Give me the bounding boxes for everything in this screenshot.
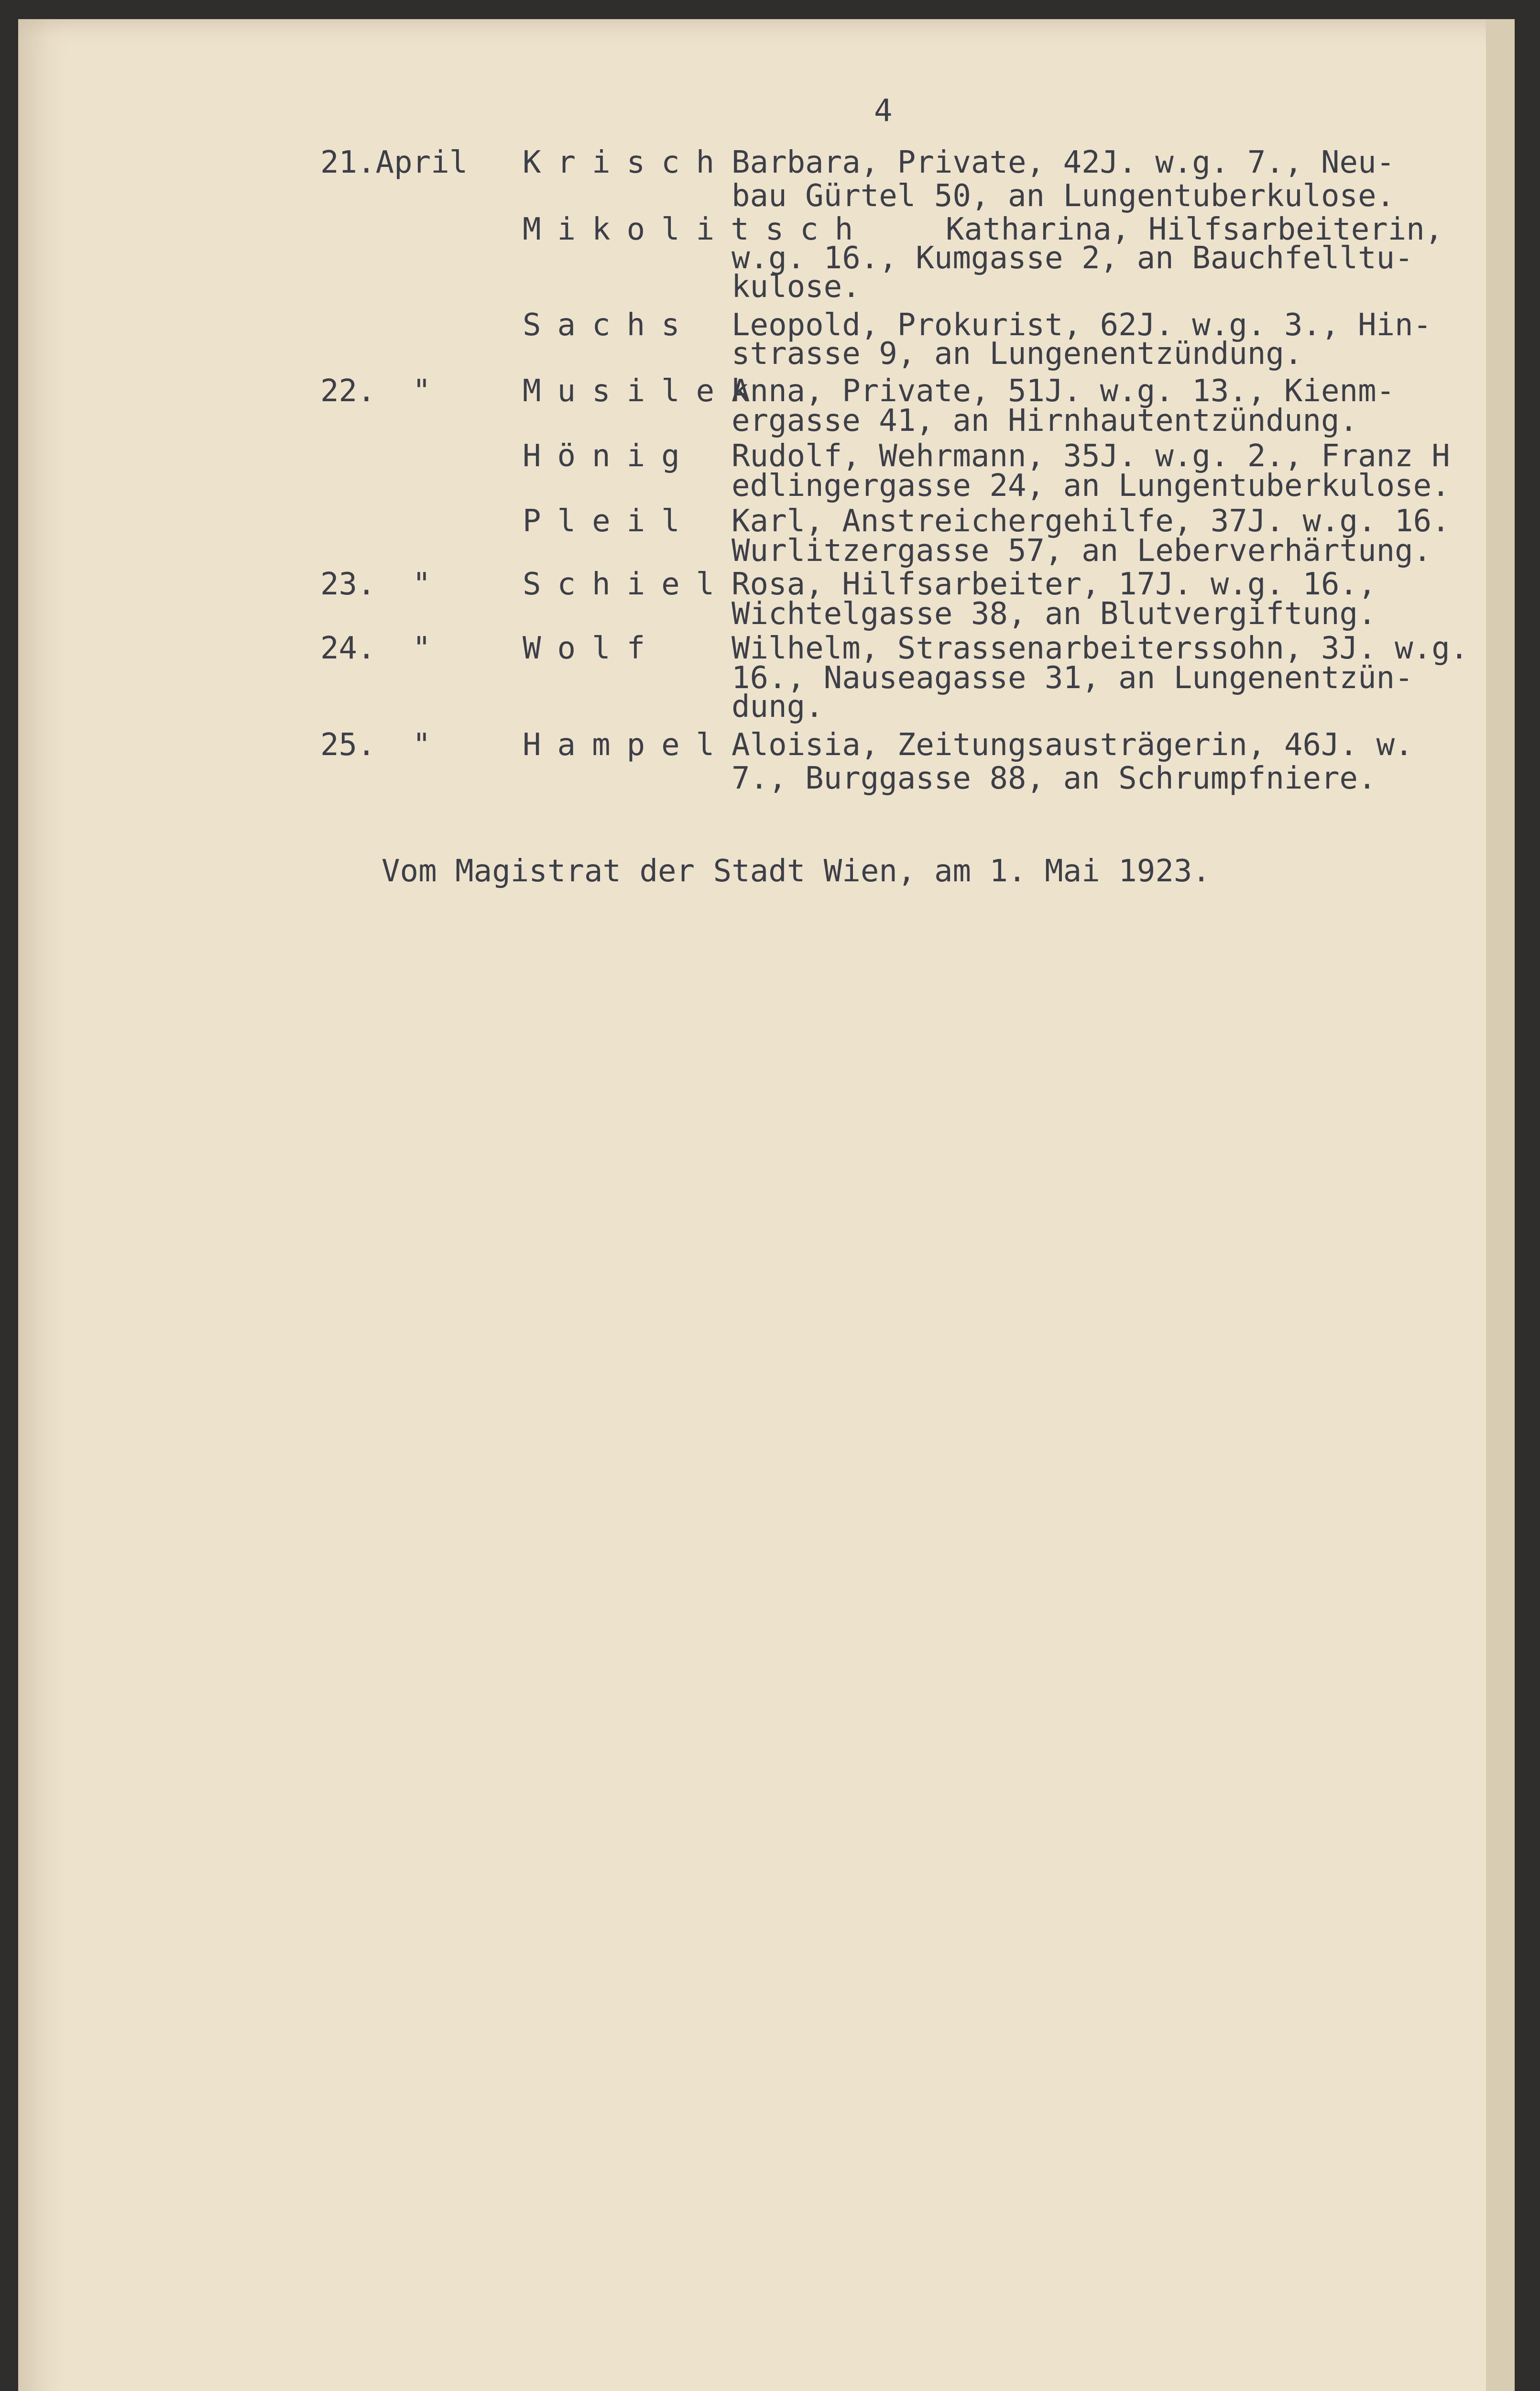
entry-date: 24. " <box>320 631 431 666</box>
entry-line: kulose. <box>732 269 861 305</box>
entry-surname: Pleil <box>523 504 696 539</box>
page-number: 4 <box>874 93 893 129</box>
entry-surname: Schiel <box>523 567 731 602</box>
entry-surname: Hampel <box>523 727 731 763</box>
entry-line: Leopold, Prokurist, 62J. w.g. 3., Hin- <box>732 307 1432 343</box>
entry-surname: Wolf <box>523 631 662 666</box>
entry-line: edlingergasse 24, an Lungentuberkulose. <box>732 468 1450 504</box>
signature-line: Vom Magistrat der Stadt Wien, am 1. Mai 1923. <box>382 854 1211 889</box>
entry-date: 22. " <box>320 373 431 409</box>
entry-surname: Mikolitsch <box>523 212 870 247</box>
entry-line: Aloisia, Zeitungsausträgerin, 46J. w. <box>732 727 1413 763</box>
entry-line: Wichtelgasse 38, an Blutvergiftung. <box>732 596 1376 632</box>
entry-line: ergasse 41, an Hirnhautentzündung. <box>732 403 1358 439</box>
entry-date: 21.April <box>320 145 468 180</box>
document-page <box>18 19 1515 2391</box>
entry-surname: Hönig <box>523 439 696 474</box>
entry-line: bau Gürtel 50, an Lungentuberkulose. <box>732 178 1395 214</box>
entry-surname: Krisch <box>523 145 731 180</box>
entry-line: dung. <box>732 689 824 724</box>
entry-line: 16., Nauseagasse 31, an Lungenentzün- <box>732 660 1413 696</box>
page-edge <box>1486 19 1515 2391</box>
entry-surname: Sachs <box>523 307 696 343</box>
entry-line: Wurlitzergasse 57, an Leberverhärtung. <box>732 533 1432 569</box>
entry-line: Barbara, Private, 42J. w.g. 7., Neu- <box>732 145 1395 180</box>
entry-line: strasse 9, an Lungenentzündung. <box>732 336 1303 372</box>
entry-date: 23. " <box>320 567 431 602</box>
entry-line: Rosa, Hilfsarbeiter, 17J. w.g. 16., <box>732 567 1376 602</box>
entry-line: Anna, Private, 51J. w.g. 13., Kienm- <box>732 373 1395 409</box>
entry-surname: Musilek <box>523 373 765 409</box>
entry-line: 7., Burggasse 88, an Schrumpfniere. <box>732 761 1376 796</box>
entry-line: Karl, Anstreichergehilfe, 37J. w.g. 16. <box>732 504 1450 539</box>
entry-line: Katharina, Hilfsarbeiterin, <box>946 212 1443 247</box>
entry-date: 25. " <box>320 727 431 763</box>
entry-line: w.g. 16., Kumgasse 2, an Bauchfelltu- <box>732 241 1413 276</box>
entry-line: Wilhelm, Strassenarbeiterssohn, 3J. w.g. <box>732 631 1469 666</box>
entry-line: Rudolf, Wehrmann, 35J. w.g. 2., Franz H <box>732 439 1450 474</box>
